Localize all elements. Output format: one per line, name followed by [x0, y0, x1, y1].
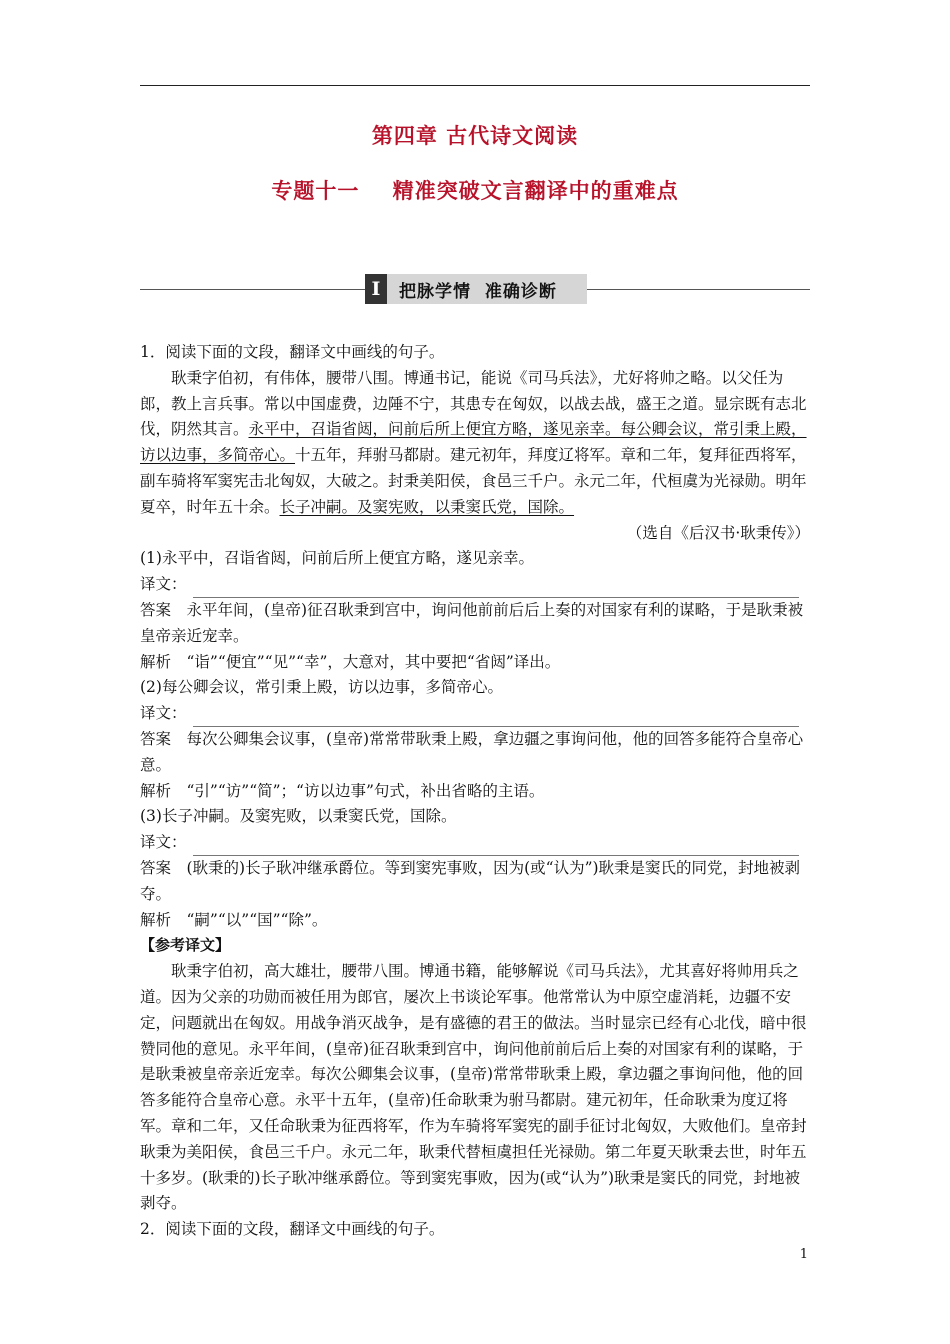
q2-prompt: 2．阅读下面的文段，翻译文中画线的句子。 — [140, 1220, 445, 1239]
reference-label: 【参考译文】 — [140, 936, 231, 955]
answer-line — [193, 708, 799, 727]
translation-label: 译文： — [140, 704, 187, 723]
analysis-1: 解析 “诣”“便宜”“见”“幸”，大意对，其中要把“省闼”译出。 — [140, 652, 561, 671]
translation-blank-3 — [140, 830, 812, 856]
underlined-sentence: 永平中，召诣省闼，问前后所上便宜方略，遂见亲幸。 — [248, 420, 621, 439]
question-3: (3)长子冲嗣。及窦宪败，以秉窦氏党，国除。 — [140, 807, 457, 826]
q1-passage — [140, 366, 812, 521]
topic-title: 专题十一 精准突破文言翻译中的重难点 — [271, 179, 679, 203]
answer-2: 答案 每次公卿集会议事，(皇帝)常常带耿秉上殿，拿边疆之事询问他，他的回答多能符合皇帝心意。 — [140, 729, 804, 774]
translation-blank-1 — [140, 572, 812, 598]
answer-line — [193, 837, 799, 856]
section-header — [140, 274, 810, 304]
passage-text: 耿秉字伯初，有伟体，腰带八围。博通书记，能说《司马兵法》，尤好将帅之略。以父任为郎，教上言兵事。常以中国虚费，边陲不宁，其患专在匈奴，以战去战，盛王之道。显宗既有志北伐，阴然其言。 — [140, 368, 807, 439]
reference-translation: 耿秉字伯初，高大雄壮，腰带八围。博通书籍，能够解说《司马兵法》，尤其喜好将帅用兵之道。因为父亲的功勋而被任用为郎官，屡次上书谈论军事。他常常认为中原空虚消耗，边疆不安定，问题就出在匈奴。用战争消灭战争，是有盛德的君王的做法。当时显宗已经有心北伐，暗中很赞同他的意见。永平年间，(皇帝)征召耿秉到宫中，询问他前前后后上奏的对国家有利的谋略，于是耿秉被皇帝亲近宠幸。每次公卿集会议事，(皇帝)常常带耿秉上殿，拿边疆之事询问他，他的回答多能符合皇帝心意。永平十五年，(皇帝)任命耿秉为驸马都尉。建元初年，任命耿秉为度辽将军。章和二年，又任命耿秉为征西将军，作为车骑将军窦宪的副手征讨北匈奴，大败他们。皇帝封耿秉为美阳侯，食邑三千户。永元二年，耿秉代替桓虞担任光禄勋。第二年夏天耿秉去世，时年五十多岁。(耿秉的)长子耿冲继承爵位。等到窦宪事败，因为(或“认为”)耿秉是窦氏的同党，封地被剥夺。 — [140, 962, 807, 1213]
answer-1: 答案 永平年间，(皇帝)征召耿秉到宫中，询问他前前后后上奏的对国家有利的谋略，于是耿秉被皇帝亲近宠幸。 — [140, 600, 804, 645]
passage-text: 十五年，拜驸马都尉。建元初年，拜度辽将军。章和二年，复拜征西将军，副车骑将军窦宪击北匈奴，大破之。封秉美阳侯，食邑三千户。永元二年，代桓虞为光禄勋。明年夏卒，时年五十余。 — [140, 446, 807, 516]
passage-source: （选自《后汉书·耿秉传》） — [626, 523, 810, 542]
translation-label: 译文： — [140, 833, 187, 852]
page-number: 1 — [799, 1247, 808, 1262]
top-rule — [140, 85, 810, 86]
translation-blank-2 — [140, 701, 812, 727]
analysis-2: 解析 “引”“访”“简”；“访以边事”句式，补出省略的主语。 — [140, 781, 545, 800]
section-label-box — [365, 274, 587, 304]
answer-line — [193, 579, 799, 598]
question-1: (1)永平中，召诣省闼，问前后所上便宜方略，遂见亲幸。 — [140, 549, 534, 568]
document-body — [140, 340, 812, 1243]
question-2: (2)每公卿会议，常引秉上殿，访以边事，多简帝心。 — [140, 678, 503, 697]
q1-prompt: 1．阅读下面的文段，翻译文中画线的句子。 — [140, 343, 445, 361]
section-title: 把脉学情 准确诊断 — [399, 281, 557, 302]
section-number: I — [365, 274, 387, 304]
answer-3: 答案 (耿秉的)长子耿冲继承爵位。等到窦宪事败，因为(或“认为”)耿秉是窦氏的同党，封地被剥夺。 — [140, 858, 801, 903]
underlined-sentence: 每公卿会议，常引秉上殿，访以边事，多简帝心。 — [140, 420, 807, 465]
underlined-sentence: 长子冲嗣。及窦宪败，以秉窦氏党，国除。 — [279, 497, 575, 516]
translation-label: 译文： — [140, 575, 187, 594]
chapter-title: 第四章 古代诗文阅读 — [371, 124, 579, 148]
analysis-3: 解析 “嗣”“以”“国”“除”。 — [140, 910, 328, 929]
